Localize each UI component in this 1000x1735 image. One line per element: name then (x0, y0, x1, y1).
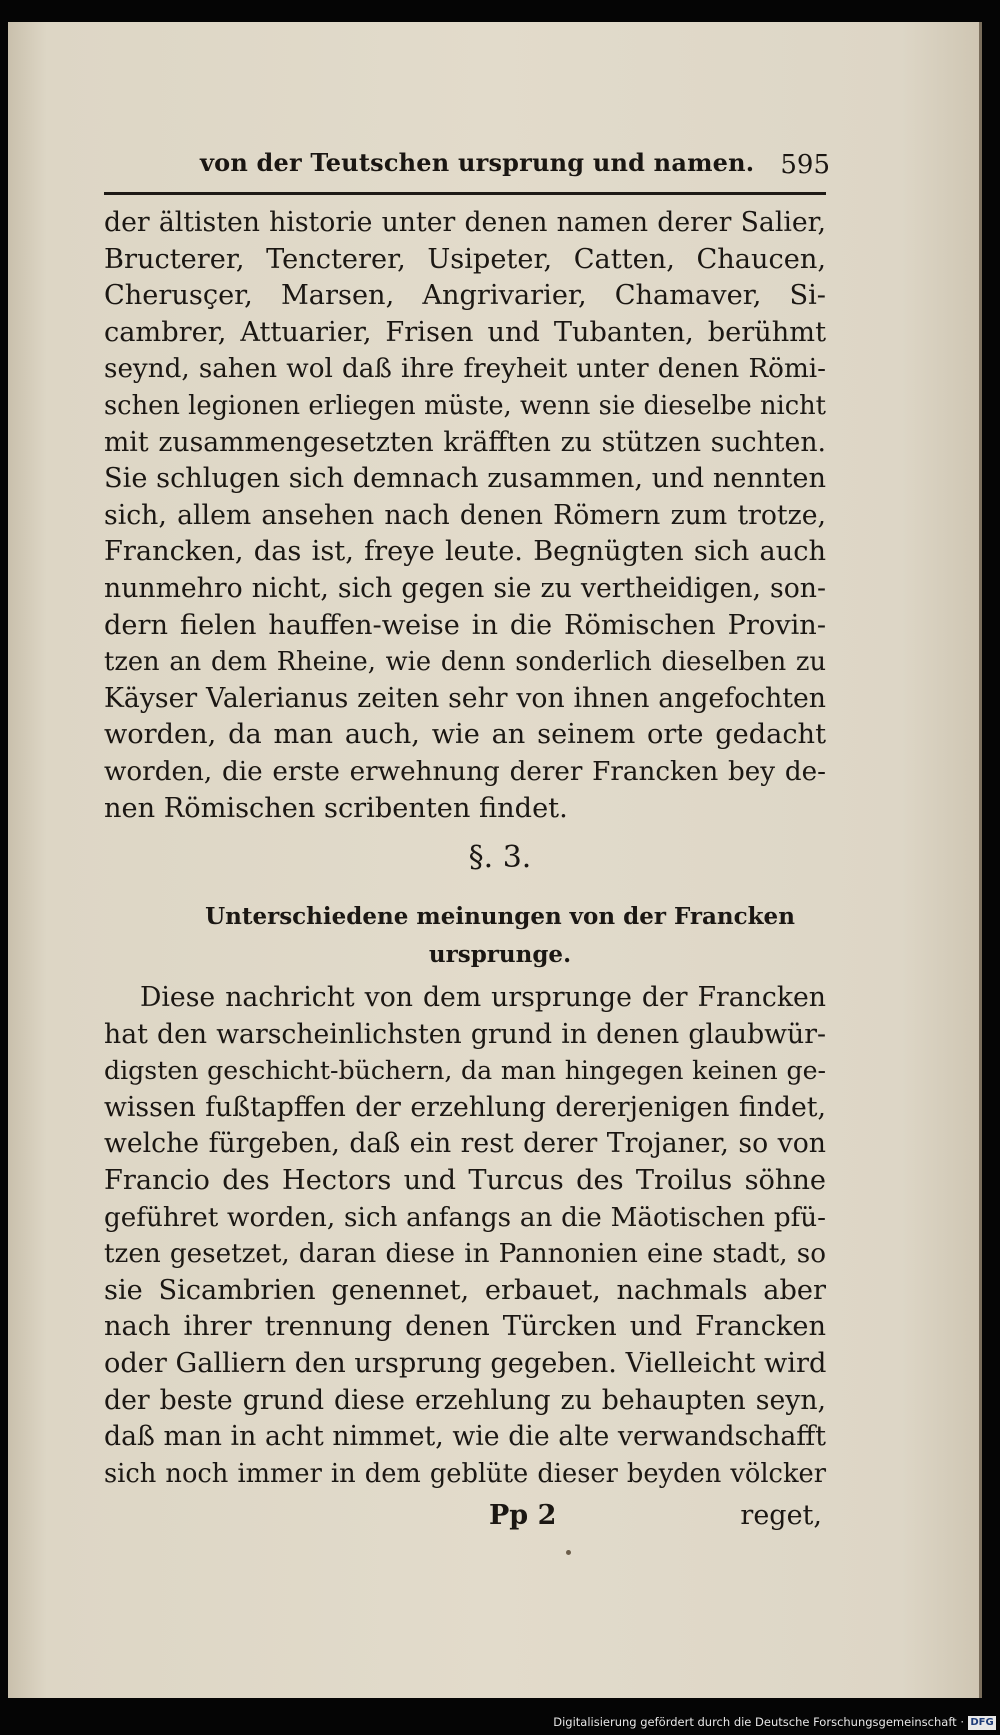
text-line: sich, allem ansehen nach denen Römern zum trotze, (104, 499, 826, 531)
section-number: §. 3. (468, 840, 532, 875)
text-line: Francken, das ist, freye leute. Begnügten sich auch (104, 536, 826, 568)
dfg-logo: DFG (968, 1716, 996, 1730)
paragraph-1 (104, 205, 826, 827)
text-line: tzen gesetzet, daran diese in Pannonien eine stadt, so (104, 1239, 826, 1270)
text-line: der beste grund diese erzehlung zu behaupten seyn, (104, 1384, 826, 1416)
digitization-credit: Digitalisierung gefördert durch die Deutsche Forschungsgemeinschaft · (553, 1715, 964, 1729)
page-number: 595 (780, 150, 830, 180)
text-line: digsten geschicht-büchern, da man hingegen keinen ge- (104, 1056, 826, 1086)
text-line: sie Sicambrien genennet, erbauet, nachmals aber (104, 1274, 826, 1306)
text-line: nach ihrer trennung denen Türcken und Francken (104, 1311, 826, 1343)
text-line: cambrer, Attuarier, Frisen und Tubanten, berühmt (104, 316, 826, 348)
text-line: schen legionen erliegen müste, wenn sie dieselbe nicht (104, 390, 826, 421)
text-line: geführet worden, sich anfangs an die Mäotischen pfü- (104, 1202, 826, 1233)
text-line: Cherusçer, Marsen, Angrivarier, Chamaver, Si- (104, 280, 826, 312)
text-line: Sie schlugen sich demnach zusammen, und nennten (104, 463, 826, 495)
text-line: hat den warscheinlichsten grund in denen glaubwür- (104, 1018, 826, 1050)
section-heading-line: Unterschiedene meinungen von der Francken (205, 903, 795, 930)
catchword: reget, (740, 1500, 822, 1531)
text-line: mit zusammengesetzten kräfften zu stützen suchten. (104, 426, 826, 458)
text-line: oder Galliern den ursprung gegeben. Vielleicht wird (104, 1347, 827, 1379)
text-line: nen Römischen scribenten findet. (104, 792, 568, 824)
text-line: Diese nachricht von dem ursprunge der Francken (140, 982, 826, 1013)
text-line: Francio des Hectors und Turcus des Troilus söhne (104, 1164, 826, 1196)
text-line: worden, da man auch, wie an seinem orte gedacht (104, 719, 826, 751)
section-heading-line: ursprunge. (428, 941, 572, 968)
text-line: seynd, sahen wol daß ihre freyheit unter denen Römi- (104, 354, 826, 385)
text-line: sich noch immer in dem geblüte dieser beyden völcker (104, 1458, 826, 1489)
paragraph-2 (104, 980, 826, 1492)
text-line: tzen an dem Rheine, wie denn sonderlich dieselben zu (104, 647, 826, 678)
text-line: nunmehro nicht, sich gegen sie zu vertheidigen, son- (104, 572, 826, 604)
text-line: dern fielen hauffen-weise in die Römischen Provin- (104, 609, 826, 641)
page-footer (104, 1500, 826, 1540)
paper-speck (566, 1550, 571, 1555)
section-heading (150, 898, 850, 974)
running-title: von der Teutschen ursprung und namen. (200, 148, 755, 177)
header-rule (104, 192, 826, 195)
text-line: wissen fußtapffen der erzehlung dererjenigen findet, (104, 1091, 826, 1123)
page-header (190, 148, 830, 188)
text-line: der ältisten historie unter denen namen derer Salier, (104, 207, 826, 238)
text-line: welche fürgeben, daß ein rest derer Trojaner, so von (104, 1128, 826, 1160)
text-line: daß man in acht nimmet, wie die alte verwandschafft (104, 1421, 826, 1453)
text-line: Käyser Valerianus zeiten sehr von ihnen angefochten (104, 682, 826, 714)
signature-mark: Pp 2 (489, 1500, 557, 1531)
text-line: Bructerer, Tencterer, Usipeter, Catten, Chaucen, (104, 243, 826, 275)
text-line: worden, die erste erwehnung derer Francken bey de- (104, 756, 826, 787)
